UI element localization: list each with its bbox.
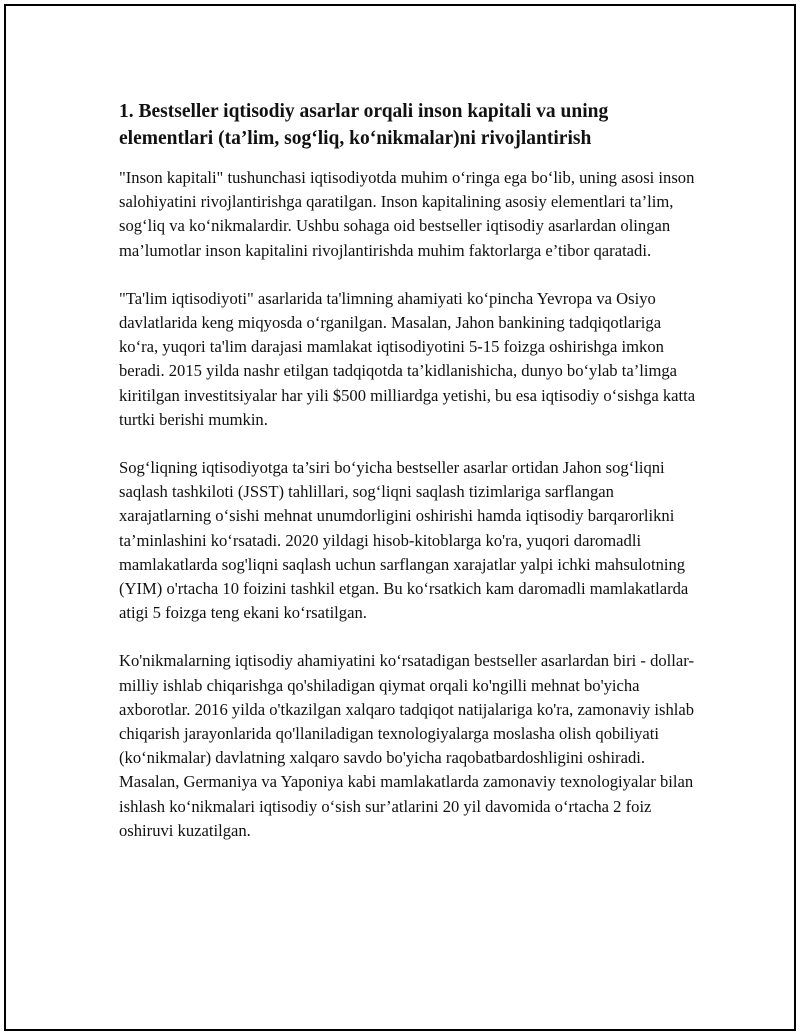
document-page (4, 4, 796, 1031)
paragraph-health: Sog‘liqning iqtisodiyotga ta’siri bo‘yicha bestseller asarlar ortidan Jahon sog‘liqni saqlash tashkiloti (JSST) tahlillari, sog‘liqni saqlash tizimlariga sarflangan xarajatlarning o‘sishi mehnat unumdorligini oshirishi hamda iqtisodiy barqarorlikni ta’minlashini ko‘rsatadi. 2020 yildagi hisob-kitoblarga ko'ra, yuqori daromadli mamlakatlarda sog'liqni saqlash uchun sarflangan xarajatlar yalpi ichki mahsulotning (YIM) o'rtacha 10 foizini tashkil etgan. Bu ko‘rsatkich kam daromadli mamlakatlarda atigi 5 foizga teng ekani ko‘rsatilgan. (119, 458, 689, 623)
document-body (119, 98, 697, 867)
paragraph-skills: Ko'nikmalarning iqtisodiy ahamiyatini ko‘rsatadigan bestseller asarlardan biri - dollar-milliy ishlab chiqarishga qo'shiladigan qiymat orqali ko'ngilli mehnat bo'yicha axborotlar. 2016 yilda o'tkazilgan xalqaro tadqiqot natijalariga ko'ra, zamonaviy ishlab chiqarish jarayonlarida qo'llaniladigan texnologiyalarga moslasha olish qobiliyati (ko‘nikmalar) davlatning xalqaro savdo bo'yicha raqobatbardoshligini oshiradi. Masalan, Germaniya va Yaponiya kabi mamlakatlarda zamonaviy texnologiyalar bilan ishlash ko‘nikmalari iqtisodiy o‘sish sur’atlarini 20 yil davomida o‘rtacha 2 foiz oshiruvi kuzatilgan. (119, 651, 695, 840)
paragraph-human-capital: "Inson kapitali" tushunchasi iqtisodiyotda muhim o‘ringa ega bo‘lib, uning asosi inson salohiyatini rivojlantirishga qaratilgan. Inson kapitalining asosiy elementlari ta’lim, sog‘liq va ko‘nikmalardir. Ushbu sohaga oid bestseller iqtisodiy asarlardan olingan ma’lumotlar inson kapitalini rivojlantirishda muhim faktorlarga e’tibor qaratadi. (119, 168, 695, 260)
paragraph-education: "Ta'lim iqtisodiyoti" asarlarida ta'limning ahamiyati ko‘pincha Yevropa va Osiyo davlatlarida keng miqyosda o‘rganilgan. Masalan, Jahon bankining tadqiqotlariga ko‘ra, yuqori ta'lim darajasi mamlakat iqtisodiyotini 5-15 foizga oshirishga imkon beradi. 2015 yilda nashr etilgan tadqiqotda ta’kidlanishicha, dunyo bo‘ylab ta’limga kiritilgan investitsiyalar har yili $500 milliardga yetishi, bu esa iqtisodiy o‘sishga katta turtki berishi mumkin. (119, 288, 696, 429)
section-heading: 1. Bestseller iqtisodiy asarlar orqali inson kapitali va uning elementlari (ta’lim, sog‘liq, ko‘nikmalar)ni rivojlantirish (119, 101, 609, 149)
